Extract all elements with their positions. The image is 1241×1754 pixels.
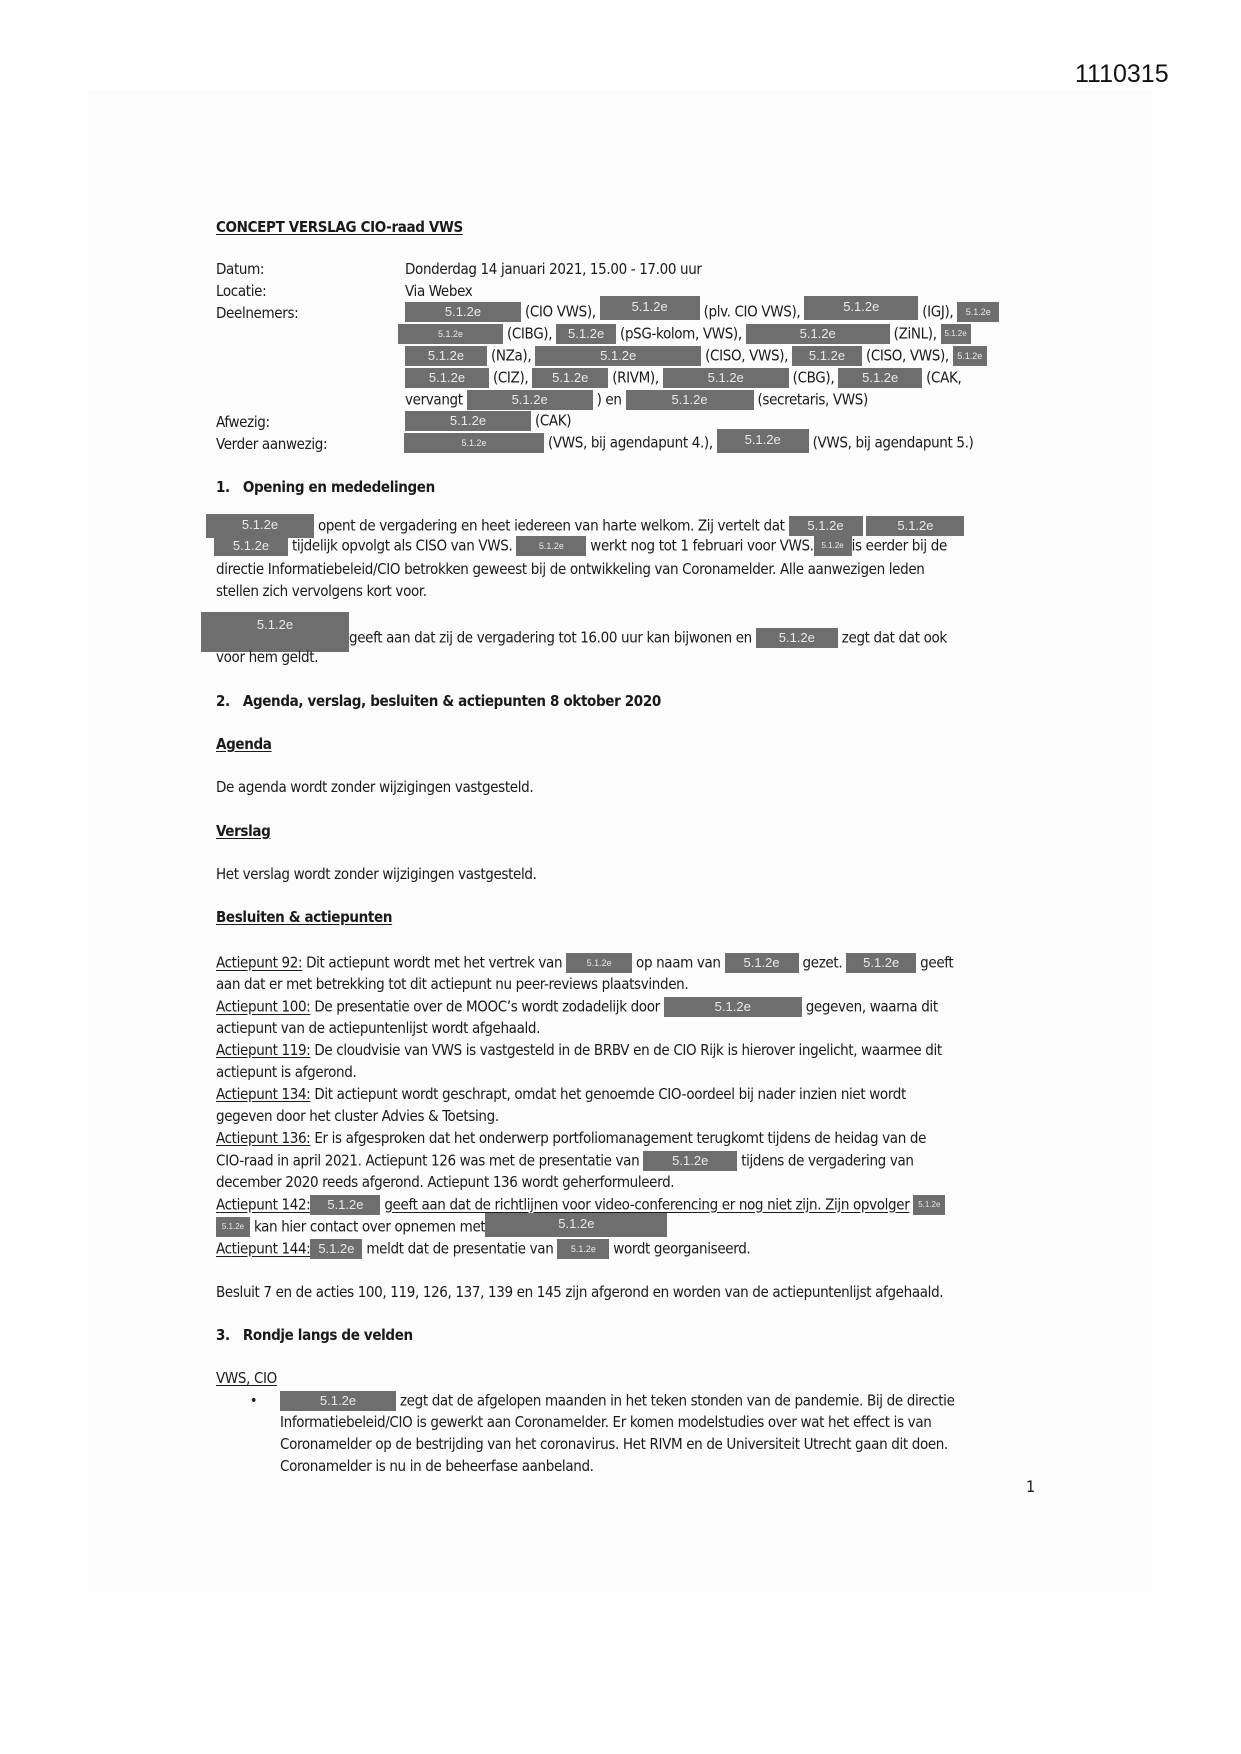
redaction-box: 5.1.2e xyxy=(746,324,890,344)
section-3-bullet-line-3: Coronamelder op de bestrijding van het coronavirus. Het RIVM en de Universiteit Utrecht gaan dit doen. xyxy=(280,1435,948,1453)
section-1-p2-line-2: voor hem geldt. xyxy=(216,648,319,666)
section-3-heading: 3. Rondje langs de velden xyxy=(216,1326,413,1344)
besluit-text: Besluit 7 en de acties 100, 119, 126, 137, 139 en 145 zijn afgerond en worden van de actiepuntenlijst afgehaald. xyxy=(216,1283,944,1301)
verder-aanwezig-label: Verder aanwezig: xyxy=(216,435,328,453)
redaction-box: 5.1.2e xyxy=(201,612,349,652)
actiepunt-134-line-1: Actiepunt 134: Dit actiepunt wordt geschrapt, omdat het genoemde CIO-oordeel bij nader inzien niet wordt xyxy=(216,1085,906,1103)
section-3-bullet-line-1: 5.1.2e zegt dat de afgelopen maanden in het teken stonden van de pandemie. Bij de directie xyxy=(280,1391,955,1411)
agenda-heading: Agenda xyxy=(216,735,272,753)
redaction-box: 5.1.2e xyxy=(566,953,632,973)
redaction-box: 5.1.2e xyxy=(535,346,701,366)
deelnemers-line-2: 5.1.2e (CIBG), 5.1.2e (pSG-kolom, VWS), 5.1.2e (ZiNL), 5.1.2e xyxy=(398,324,971,344)
deelnemers-line-5: vervangt 5.1.2e ) en 5.1.2e (secretaris, VWS) xyxy=(405,390,868,409)
redaction-box: 5.1.2e xyxy=(310,1239,362,1259)
redaction-box: 5.1.2e xyxy=(725,953,799,973)
document-id: 1110315 xyxy=(1075,60,1169,88)
section-1-p1-line-3: directie Informatiebeleid/CIO betrokken geweest bij de ontwikkeling van Coronamelder. Alle aanwezigen leden xyxy=(216,560,925,578)
actiepunt-134-line-2: gegeven door het cluster Advies & Toetsing. xyxy=(216,1107,499,1125)
actiepunt-142-line-1: Actiepunt 142: 5.1.2e geeft aan dat de richtlijnen voor video-conferencing er nog niet zijn. Zijn opvolger 5.1.2e xyxy=(216,1195,945,1215)
locatie-label: Locatie: xyxy=(216,282,267,300)
redaction-box: 5.1.2e xyxy=(405,302,521,322)
locatie-value: Via Webex xyxy=(405,282,473,300)
actiepunt-100-line-2: actiepunt van de actiepuntenlijst wordt afgehaald. xyxy=(216,1019,541,1037)
redaction-box: 5.1.2e xyxy=(556,324,616,344)
section-1-p1-line-2: 5.1.2e tijdelijk opvolgt als CISO van VWS. 5.1.2e werkt nog tot 1 februari voor VWS. 5.1.2e is eerder bij de xyxy=(214,536,947,556)
redaction-box: 5.1.2e xyxy=(600,296,700,320)
actiepunt-136-line-1: Actiepunt 136: Er is afgesproken dat het onderwerp portfoliomanagement terugkomt tijdens de heidag van de xyxy=(216,1129,927,1147)
redaction-box: 5.1.2e xyxy=(405,368,489,388)
redaction-box: 5.1.2e xyxy=(280,1391,396,1411)
redaction-box: 5.1.2e xyxy=(814,536,852,556)
actiepunt-119-line-1: Actiepunt 119: De cloudvisie van VWS is vastgesteld in de BRBV en de CIO Rijk is hierover ingelicht, waarmee dit xyxy=(216,1041,942,1059)
redaction-box: 5.1.2e xyxy=(557,1239,609,1259)
redaction-box: 5.1.2e xyxy=(405,346,487,366)
section-1-p2-line-1: 5.1.2egeeft aan dat zij de vergadering tot 16.00 uur kan bijwonen en 5.1.2e zegt dat dat ook xyxy=(201,628,947,652)
document-title: CONCEPT VERSLAG CIO-raad VWS xyxy=(216,218,463,236)
verder-aanwezig-line: 5.1.2e (VWS, bij agendapunt 4.), 5.1.2e (VWS, bij agendapunt 5.) xyxy=(404,433,973,453)
redaction-box: 5.1.2e xyxy=(405,411,531,431)
redaction-box: 5.1.2e xyxy=(789,516,863,536)
section-1-p1-line-4: stellen zich vervolgens kort voor. xyxy=(216,582,427,600)
redaction-box: 5.1.2e xyxy=(941,324,971,344)
section-1-p1-line-1: 5.1.2e opent de vergadering en heet iedereen van harte welkom. Zij vertelt dat 5.1.2e 5.1.2e xyxy=(206,514,964,538)
bullet-icon: • xyxy=(250,1393,258,1409)
redaction-box: 5.1.2e xyxy=(516,536,586,556)
redaction-box: 5.1.2e xyxy=(626,390,754,410)
redaction-box: 5.1.2e xyxy=(953,346,987,366)
redaction-box: 5.1.2e xyxy=(792,346,862,366)
section-3-bullet-line-4: Coronamelder is nu in de beheerfase aanbeland. xyxy=(280,1457,594,1475)
redaction-box: 5.1.2e xyxy=(643,1151,737,1171)
besluiten-heading: Besluiten & actiepunten xyxy=(216,908,393,926)
redaction-box: 5.1.2e xyxy=(838,368,922,388)
redaction-box: 5.1.2e xyxy=(206,514,314,538)
redaction-box: 5.1.2e xyxy=(804,296,918,320)
deelnemers-line-3: 5.1.2e (NZa), 5.1.2e (CISO, VWS), 5.1.2e (CISO, VWS), 5.1.2e xyxy=(405,346,987,366)
redaction-box: 5.1.2e xyxy=(663,368,789,388)
datum-label: Datum: xyxy=(216,260,265,278)
section-3-bullet-line-2: Informatiebeleid/CIO is gewerkt aan Coronamelder. Er komen modelstudies over wat het effect is van xyxy=(280,1413,932,1431)
redaction-box: 5.1.2e xyxy=(310,1195,380,1215)
deelnemers-label: Deelnemers: xyxy=(216,304,299,322)
actiepunt-100-line-1: Actiepunt 100: De presentatie over de MOOC’s wordt zodadelijk door 5.1.2e gegeven, waarna dit xyxy=(216,997,938,1016)
deelnemers-line-1: 5.1.2e (CIO VWS), 5.1.2e (plv. CIO VWS), 5.1.2e (IGJ), 5.1.2e xyxy=(405,302,999,322)
afwezig-line: 5.1.2e (CAK) xyxy=(405,411,571,431)
redaction-box: 5.1.2e xyxy=(214,536,288,556)
redaction-box: 5.1.2e xyxy=(398,324,503,344)
redaction-box: 5.1.2e xyxy=(846,953,916,973)
actiepunt-136-line-3: december 2020 reeds afgerond. Actiepunt 136 wordt geherformuleerd. xyxy=(216,1173,675,1191)
actiepunt-92-line-2: aan dat er met betrekking tot dit actiepunt nu peer-reviews plaatsvinden. xyxy=(216,975,689,993)
redaction-box: 5.1.2e xyxy=(717,429,809,453)
afwezig-label: Afwezig: xyxy=(216,413,270,431)
actiepunt-142-line-2: 5.1.2e kan hier contact over opnemen met 5.1.2e xyxy=(216,1217,667,1237)
redaction-box: 5.1.2e xyxy=(532,368,608,388)
vws-cio-subheading: VWS, CIO xyxy=(216,1369,277,1387)
redaction-box: 5.1.2e xyxy=(913,1195,945,1215)
redaction-box: 5.1.2e xyxy=(866,516,964,536)
redaction-box: 5.1.2e xyxy=(404,433,544,453)
redaction-box: 5.1.2e xyxy=(467,390,593,410)
agenda-text: De agenda wordt zonder wijzigingen vastgesteld. xyxy=(216,778,534,796)
page-number: 1 xyxy=(1026,1477,1035,1496)
redaction-box: 5.1.2e xyxy=(485,1213,667,1237)
section-2-heading: 2. Agenda, verslag, besluiten & actiepunten 8 oktober 2020 xyxy=(216,692,661,710)
actiepunt-144-line: Actiepunt 144: 5.1.2e meldt dat de presentatie van 5.1.2e wordt georganiseerd. xyxy=(216,1239,751,1258)
section-1-heading: 1. Opening en mededelingen xyxy=(216,478,435,496)
redaction-box: 5.1.2e xyxy=(664,997,802,1017)
verslag-heading: Verslag xyxy=(216,822,271,840)
verslag-text: Het verslag wordt zonder wijzigingen vastgesteld. xyxy=(216,865,537,883)
datum-value: Donderdag 14 januari 2021, 15.00 - 17.00 uur xyxy=(405,260,702,278)
redaction-box: 5.1.2e xyxy=(756,628,838,648)
redaction-box: 5.1.2e xyxy=(216,1217,250,1237)
deelnemers-line-4: 5.1.2e (CIZ), 5.1.2e (RIVM), 5.1.2e (CBG), 5.1.2e (CAK, xyxy=(405,368,961,388)
redaction-box: 5.1.2e xyxy=(957,302,999,322)
actiepunt-136-line-2: CIO-raad in april 2021. Actiepunt 126 was met de presentatie van 5.1.2e tijdens de vergadering van xyxy=(216,1151,914,1170)
actiepunt-119-line-2: actiepunt is afgerond. xyxy=(216,1063,357,1081)
actiepunt-92-line-1: Actiepunt 92: Dit actiepunt wordt met het vertrek van 5.1.2e op naam van 5.1.2e gezet. 5.1.2e geeft xyxy=(216,953,954,972)
